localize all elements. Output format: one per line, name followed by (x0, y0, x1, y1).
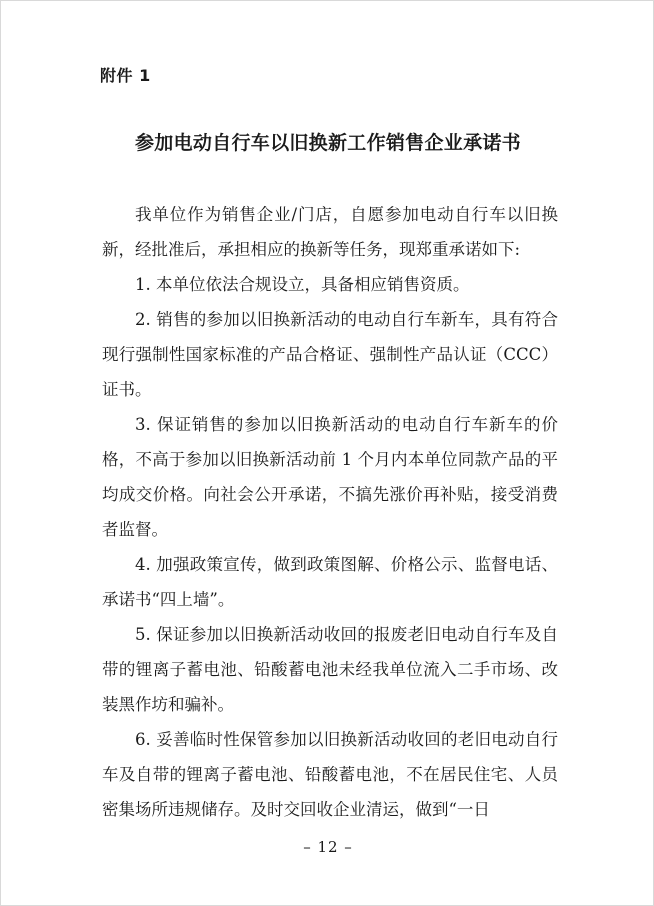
commitment-item-2: 2. 销售的参加以旧换新活动的电动自行车新车，具有符合现行强制性国家标准的产品合格证、强制性产品认证（CCC）证书。 (102, 310, 558, 399)
commitment-item-1: 1. 本单位依法合规设立，具备相应销售资质。 (135, 275, 470, 294)
commitment-item-5: 5. 保证参加以旧换新活动收回的报废老旧电动自行车及自带的锂离子蓄电池、铅酸蓄电池未经我单位流入二手市场、改装黑作坊和骗补。 (102, 625, 558, 714)
page-number: – 12 – (303, 838, 353, 856)
commitment-item-6: 6. 妥善临时性保管参加以旧换新活动收回的老旧电动自行车及自带的锂离子蓄电池、铅酸蓄电池，不在居民住宅、人员密集场所违规储存。及时交回收企业清运，做到“一日 (102, 730, 558, 819)
commitment-item-4: 4. 加强政策宣传，做到政策图解、价格公示、监督电话、承诺书“四上墙”。 (102, 555, 558, 609)
attachment-label: 附件 1 (100, 66, 151, 85)
document-title: 参加电动自行车以旧换新工作销售企业承诺书 (134, 132, 521, 154)
document-body (102, 197, 558, 827)
commitment-item-3: 3. 保证销售的参加以旧换新活动的电动自行车新车的价格，不高于参加以旧换新活动前 1 个月内本单位同款产品的平均成交价格。向社会公开承诺，不搞先涨价再补贴，接受消费者监督。 (102, 415, 558, 539)
intro-paragraph: 我单位作为销售企业/门店，自愿参加电动自行车以旧换新，经批准后，承担相应的换新等任务，现郑重承诺如下: (102, 205, 558, 259)
